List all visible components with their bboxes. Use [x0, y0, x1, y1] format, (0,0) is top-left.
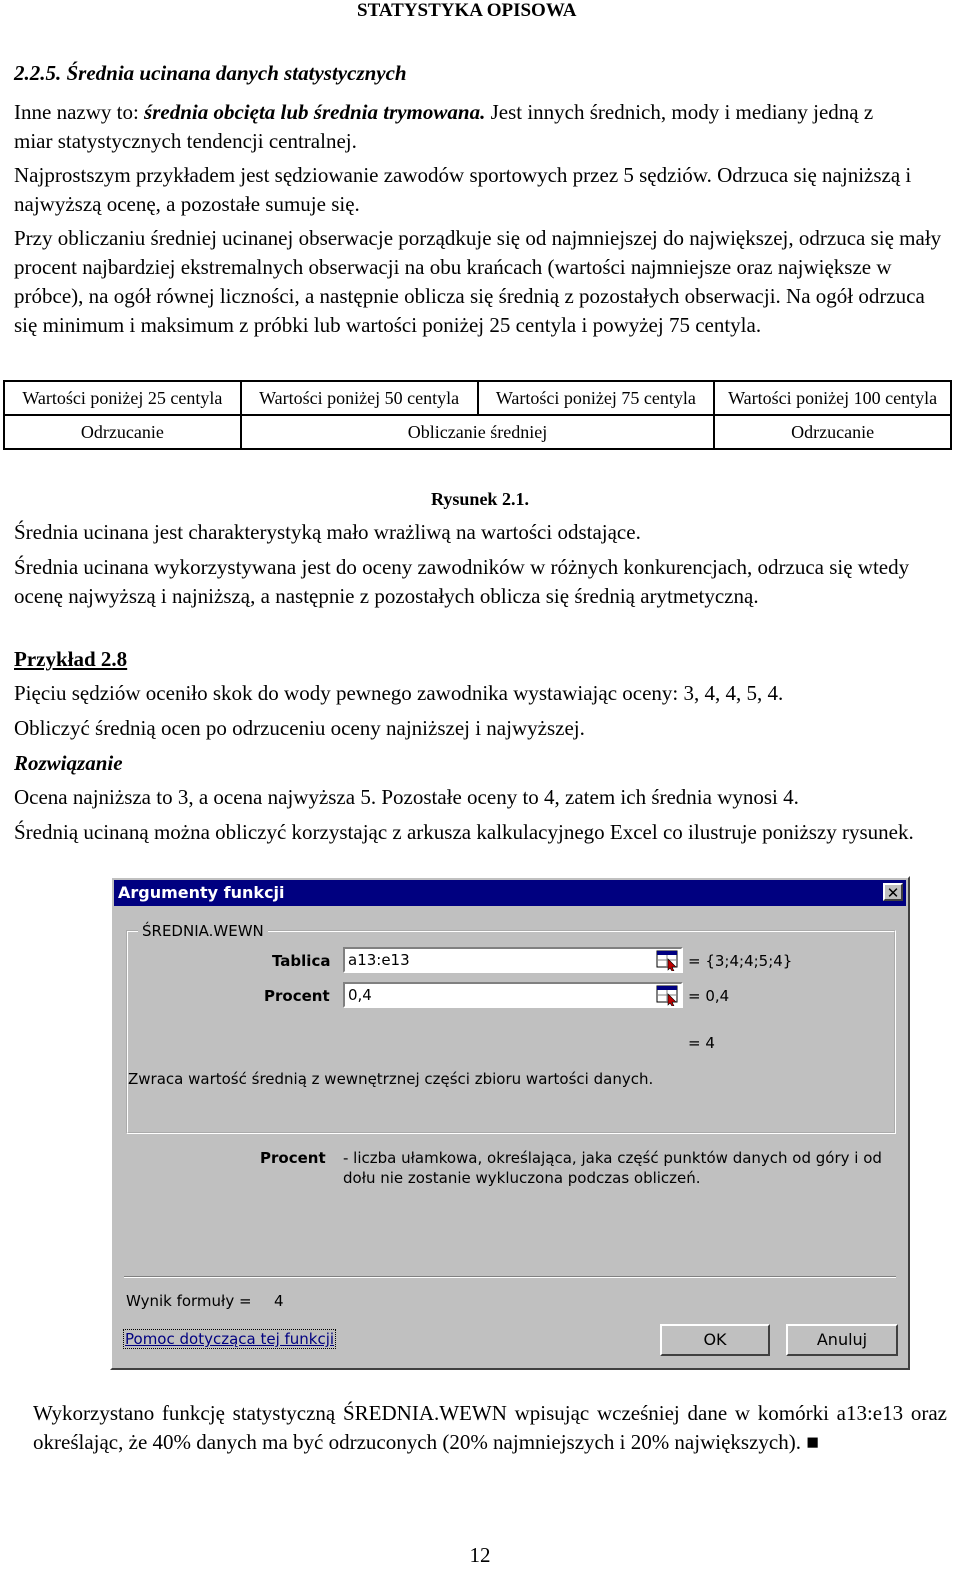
paragraph-solution: Ocena najniższa to 3, a ocena najwyższa 5. Pozostałe oceny to 4, zatem ich średnia wynosi 4.	[14, 785, 799, 809]
section-title: 2.2.5. Średnia ucinana danych statystycznych	[14, 61, 407, 85]
arg-label-procent: Procent	[264, 987, 330, 1005]
table-cell: Obliczanie średniej	[241, 415, 715, 449]
figure-caption: Rysunek 2.1.	[431, 489, 529, 509]
formula-result-label: Wynik formuły =	[126, 1292, 252, 1310]
range-select-icon[interactable]	[656, 949, 680, 971]
table-cell: Wartości poniżej 25 centyla	[4, 381, 241, 415]
solution-title: Rozwiązanie	[14, 751, 123, 775]
end-of-example-icon: ■	[806, 1430, 819, 1454]
range-select-icon[interactable]	[656, 984, 680, 1006]
table-row	[4, 415, 951, 449]
table-cell: Odrzucanie	[4, 415, 241, 449]
close-icon[interactable]: ✕	[883, 883, 903, 901]
table-cell: Odrzucanie	[714, 415, 951, 449]
procent-input[interactable]: 0,4	[343, 982, 683, 1008]
function-arguments-dialog	[110, 876, 910, 1370]
function-group	[126, 922, 896, 1134]
param-desc-line1: - liczba ułamkowa, określająca, jaka część punktów danych od góry i od	[343, 1149, 882, 1167]
dialog-divider	[124, 1276, 896, 1278]
paragraph-trimmed-procedure: Przy obliczaniu średniej ucinanej obserwacje porządkuje się od najmniejszej do największej, odrzuca się mały procent najbardziej ekstremalnych obserwacji na obu krańcach (wartości najmniejsze oraz największe w próbce), na ogół równej liczności, a następnie oblicza się średnią z pozostałych obserwacji. Na ogół odrzuca się minimum i maksimum z próbki lub wartości poniżej 25 centyla i powyżej 75 centyla.	[14, 226, 942, 337]
table-cell: Wartości poniżej 50 centyla	[241, 381, 478, 415]
formula-result-value: 4	[274, 1292, 284, 1310]
table-row	[4, 381, 951, 415]
param-label: Procent	[260, 1149, 326, 1167]
param-desc-line2: dołu nie zostanie wykluczona podczas obliczeń.	[343, 1169, 701, 1187]
paragraph-example-judging: Najprostszym przykładem jest sędziowanie zawodów sportowych przez 5 sędziów. Odrzuca się najniższą i najwyższą ocenę, a pozostałe sumuje się.	[14, 163, 912, 216]
dialog-titlebar	[114, 880, 906, 906]
paragraph-other-names: Inne nazwy to: średnia obcięta lub średnia trymowana. Jest innych średnich, mody i mediany jedną z miar statystycznych tendencji centralnej.	[14, 100, 874, 153]
ok-button[interactable]: OK	[660, 1324, 770, 1356]
paragraph-excel: Średnią ucinaną można obliczyć korzystając z arkusza kalkulacyjnego Excel co ilustruje poniższy rysunek.	[14, 820, 914, 844]
tablica-input[interactable]: a13:e13	[343, 947, 683, 973]
table-cell: Wartości poniżej 75 centyla	[478, 381, 715, 415]
example-title: Przykład 2.8	[14, 647, 128, 671]
help-link[interactable]: Pomoc dotycząca tej funkcji	[125, 1330, 335, 1348]
paragraph-usage: Średnia ucinana wykorzystywana jest do oceny zawodników w różnych konkurencjach, odrzuca się wtedy ocenę najwyższą i najniższą, a następnie z pozostałych oblicza się średnią arytmetyczną.	[14, 555, 910, 608]
percentile-table	[3, 380, 952, 450]
arg-label-tablica: Tablica	[272, 952, 331, 970]
function-description: Zwraca wartość średnią z wewnętrznej części zbioru wartości danych.	[128, 1070, 654, 1088]
dialog-title: Argumenty funkcji	[118, 883, 285, 902]
page-number: 12	[469, 1543, 491, 1567]
paragraph-robustness: Średnia ucinana jest charakterystyką mało wrażliwą na wartości odstające.	[14, 520, 641, 544]
function-name: ŚREDNIA.WEWN	[138, 922, 268, 940]
table-cell: Wartości poniżej 100 centyla	[714, 381, 951, 415]
paragraph-scores: Pięciu sędziów oceniło skok do wody pewnego zawodnika wystawiając oceny: 3, 4, 4, 5, 4.	[14, 681, 784, 705]
total-result: = 4	[688, 1034, 715, 1052]
tablica-result: = {3;4;4;5;4}	[688, 952, 793, 970]
cancel-button[interactable]: Anuluj	[786, 1324, 898, 1356]
paragraph-task: Obliczyć średnią ocen po odrzuceniu oceny najniższej i najwyższej.	[14, 716, 585, 740]
paragraph-conclusion: Wykorzystano funkcję statystyczną ŚREDNIA.WEWN wpisując wcześniej dane w komórki a13:e13 oraz określając, że 40% danych ma być odrzuconych (20% najmniejszych i 20% największych). ■	[33, 1401, 947, 1454]
procent-result: = 0,4	[688, 987, 730, 1005]
